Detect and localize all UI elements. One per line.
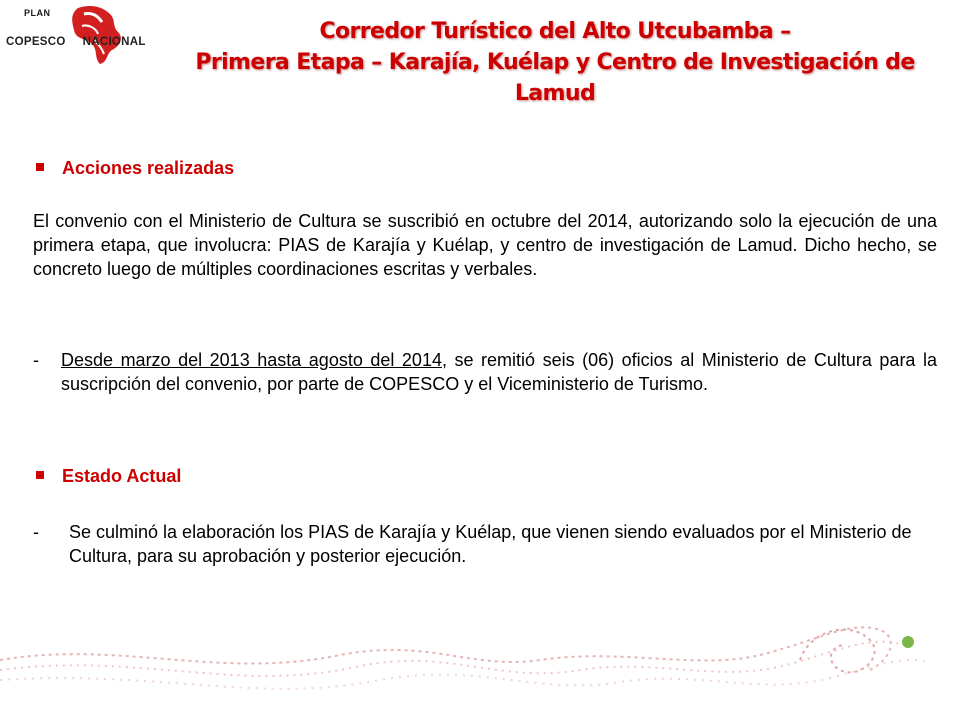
peru-map-logo-icon [68, 4, 128, 66]
estado-item-text: Se culminó la elaboración los PIAS de Karajía y Kuélap, que vienen siendo evaluados por el Ministerio de Cultura, para su aprobación y posterior ejecución. [69, 522, 912, 566]
estado-list-item [33, 520, 937, 568]
section-heading-estado [36, 466, 181, 487]
swirl-line-3 [0, 660, 930, 689]
square-bullet-icon [36, 163, 44, 171]
acciones-heading-text: Acciones realizadas [62, 158, 235, 178]
copesco-logo [6, 4, 176, 70]
logo-brand-text [6, 36, 146, 48]
dash-bullet: - [33, 350, 39, 370]
square-bullet-icon [36, 471, 44, 479]
title-line-3: Lamud [514, 81, 596, 106]
acciones-list-item [33, 348, 937, 396]
logo-nacional: NACIONAL [82, 36, 146, 48]
acciones-item-underlined: Desde marzo del 2013 hasta agosto del 2014 [61, 350, 442, 370]
acciones-paragraph: El convenio con el Ministerio de Cultura se suscribió en octubre del 2014, autorizando solo la ejecución de una primera etapa, que involucra: PIAS de Karajía y Kuélap, y centro de investigación de Lamud. Dicho hecho, se concreto luego de múltiples coordinaciones escritas y verbales. [33, 211, 937, 279]
swirl-line-2 [0, 642, 900, 676]
logo-copesco: COPESCO [6, 36, 66, 48]
acciones-item-text [61, 348, 937, 396]
green-dot-icon [902, 636, 914, 648]
swirl-line-1 [0, 627, 891, 670]
decorative-swirl [0, 600, 960, 720]
title-line-1: Corredor Turístico del Alto Utcubamba – [319, 19, 791, 44]
swirl-loop [800, 630, 875, 673]
dash-bullet: - [33, 522, 39, 542]
page-title [160, 16, 950, 109]
logo-plan-text: PLAN [24, 8, 51, 18]
section-heading-acciones [36, 158, 234, 179]
estado-heading-text: Estado Actual [62, 466, 182, 486]
acciones-item-rest: , se remitió seis (06) oficios al Ministerio de Cultura para la suscripción del convenio, por parte de COPESCO y el Viceministerio de Turismo. [61, 350, 937, 394]
title-line-2: Primera Etapa – Karajía, Kuélap y Centro de Investigación de [195, 50, 915, 75]
